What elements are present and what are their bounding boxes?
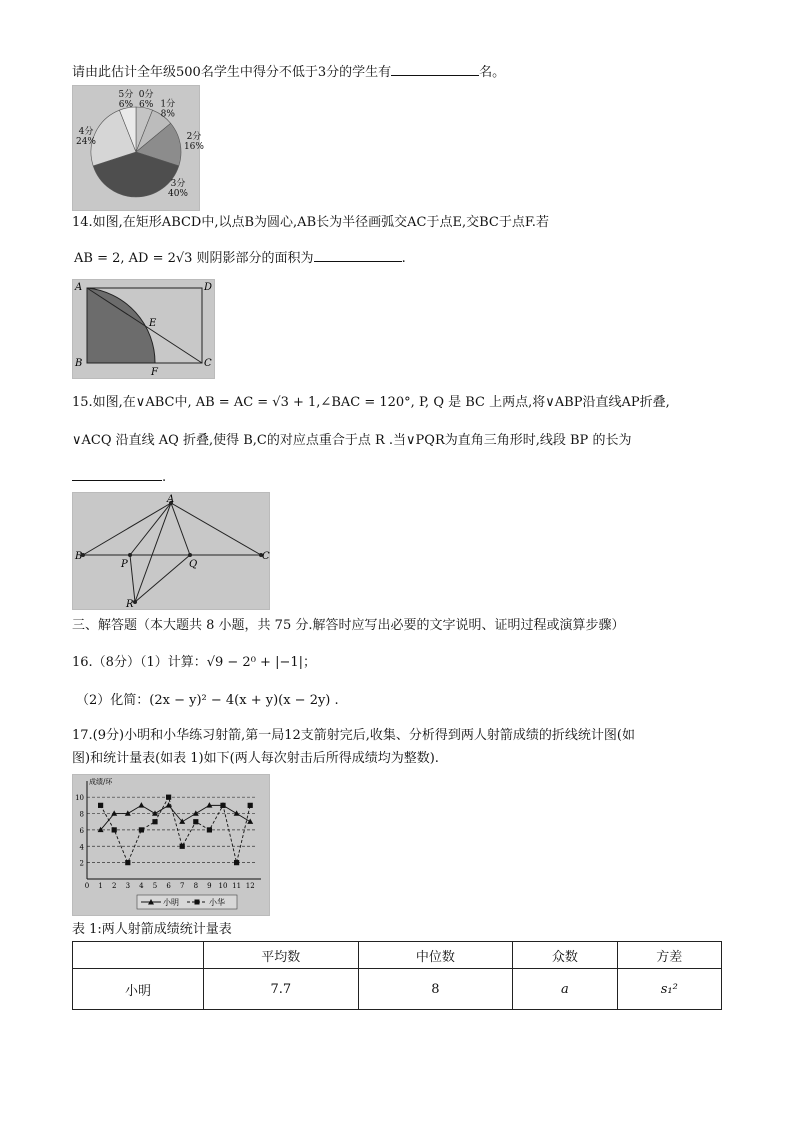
y-tick-label: 8 — [79, 810, 84, 819]
data-point-xiaoming — [193, 810, 199, 815]
header-cell — [73, 942, 204, 969]
y-tick-label: 4 — [79, 843, 84, 852]
legend-label-xiaoming: 小明 — [163, 898, 179, 907]
x-tick-label: 7 — [179, 882, 185, 890]
header-median: 中位数 — [358, 942, 513, 969]
triangle-figure — [72, 492, 270, 610]
q14-condition: AB = 2, AD = 2√3 则阴影部分的面积为 — [74, 251, 314, 266]
pie-chart — [73, 86, 204, 210]
mode-a: a — [561, 981, 569, 997]
legend-marker-xiaohua — [195, 900, 200, 905]
row-median: 8 — [358, 969, 513, 1010]
header-mode: 众数 — [513, 942, 617, 969]
pie-label: 1分 — [160, 99, 176, 110]
answer-blank-q13[interactable] — [391, 63, 479, 76]
x-tick-label: 3 — [125, 882, 131, 890]
x-tick-label: 5 — [152, 882, 158, 890]
x-tick-label: 1 — [98, 882, 103, 890]
row-variance — [617, 969, 721, 1010]
pie-percent: 8% — [160, 109, 175, 120]
data-point-xiaohua — [234, 860, 239, 865]
row-mean: 7.7 — [204, 969, 359, 1010]
pie-label: 0分 — [138, 89, 154, 100]
table-header-row — [73, 942, 722, 969]
q15-line3 — [72, 468, 166, 487]
data-point-xiaoming — [138, 802, 144, 807]
pie-chart-figure — [72, 85, 204, 211]
label-d: D — [204, 282, 213, 293]
x-tick-label: 12 — [245, 882, 255, 890]
pie-percent: 6% — [118, 99, 134, 110]
data-point-xiaoming — [206, 802, 212, 807]
y-tick-label: 6 — [79, 826, 84, 835]
variance-s1: s₁² — [660, 981, 678, 997]
pie-label: 5分 — [118, 89, 134, 100]
label-f: F — [151, 367, 158, 378]
q13-prefix: 请由此估计全年级500名学生中得分不低于3分的学生有 — [72, 65, 392, 80]
table-caption: 表 1:两人射箭成绩统计量表 — [72, 922, 232, 937]
row-mode — [513, 969, 617, 1010]
label-r: R — [126, 599, 134, 610]
x-tick-label: 0 — [84, 882, 90, 890]
data-point-xiaohua — [112, 827, 117, 832]
data-point-xiaohua — [220, 803, 225, 808]
q15-line2: ∨ACQ 沿直线 AQ 折叠,使得 B,C的对应点重合于点 R .当∨PQR为直角三角形时,线段 BP 的长为 — [72, 433, 632, 448]
data-point-xiaoming — [234, 810, 240, 815]
label-a: A — [75, 282, 83, 293]
y-tick-label: 2 — [79, 859, 84, 868]
rectangle-diagram — [73, 280, 214, 378]
triangle-diagram — [73, 493, 269, 609]
label-b: B — [75, 358, 83, 369]
data-point-xiaohua — [139, 827, 144, 832]
x-tick-label: 10 — [218, 882, 228, 890]
q17-line1: 17.(9分)小明和小华练习射箭,第一局12支箭射完后,收集、分析得到两人射箭成绩的折线统计图(如 — [72, 728, 635, 743]
label-c: C — [204, 358, 212, 369]
pie-percent: 24% — [75, 137, 97, 147]
q16-line1: 16.（8分）（1）计算：√9 − 2⁰ + |−1|； — [72, 655, 316, 670]
data-point-xiaoming — [247, 819, 253, 824]
x-tick-label: 8 — [193, 882, 199, 890]
section-heading: 三、解答题（本大题共 8 小题，共 75 分.解答时应写出必要的文字说明、证明过程或演算步骤） — [72, 618, 625, 633]
pie-percent: 6% — [138, 99, 154, 110]
table-row — [73, 969, 722, 1010]
q14-end: . — [401, 251, 406, 266]
chart-legend — [137, 895, 237, 909]
q13-text — [72, 63, 505, 82]
pie-label: 3分 — [170, 179, 186, 189]
label-c: C — [262, 551, 270, 562]
data-point-xiaoming — [125, 810, 131, 815]
data-point-xiaohua — [152, 819, 157, 824]
q15-line1: 15.如图,在∨ABC中, AB = AC = √3 + 1,∠BAC = 120°, P, Q 是 BC 上两点,将∨ABP沿直线AP折叠, — [72, 395, 670, 410]
q15-end: . — [162, 470, 167, 485]
pie-percent: 16% — [183, 141, 204, 152]
label-q: Q — [189, 559, 198, 570]
pie-percent: 40% — [167, 189, 189, 199]
data-point-xiaohua — [248, 803, 253, 808]
answer-blank-q15[interactable] — [72, 468, 162, 481]
rectangle-figure — [72, 279, 215, 379]
q14-line2 — [74, 249, 406, 268]
q13-suffix: 名。 — [479, 65, 506, 80]
data-point-xiaohua — [193, 819, 198, 824]
header-variance: 方差 — [617, 942, 721, 969]
line-chart — [73, 775, 269, 915]
q14-line1: 14.如图,在矩形ABCD中,以点B为圆心,AB长为半径画弧交AC于点E,交BC于点F.若 — [72, 215, 549, 230]
data-point-xiaohua — [98, 803, 103, 808]
answer-blank-q14[interactable] — [314, 249, 402, 262]
y-axis-label: 成绩/环 — [89, 778, 113, 786]
pie-label: 4分 — [78, 127, 94, 137]
x-tick-label: 11 — [232, 882, 242, 890]
row-name: 小明 — [73, 969, 204, 1010]
x-tick-label: 6 — [166, 882, 171, 890]
label-e: E — [149, 318, 157, 329]
label-p: P — [121, 559, 128, 570]
label-a: A — [167, 494, 175, 505]
x-tick-label: 9 — [207, 882, 212, 890]
stats-table — [72, 941, 722, 1010]
data-point-xiaoming — [152, 810, 158, 815]
q17-line2: 图)和统计量表(如表 1)如下(两人每次射击后所得成绩均为整数). — [72, 751, 439, 766]
data-point-xiaohua — [166, 795, 171, 800]
label-b: B — [75, 551, 83, 562]
legend-label-xiaohua: 小华 — [209, 898, 225, 907]
x-tick-label: 4 — [139, 882, 144, 890]
header-mean: 平均数 — [204, 942, 359, 969]
data-point-xiaoming — [111, 810, 117, 815]
line-chart-figure — [72, 774, 270, 916]
data-point-xiaohua — [207, 827, 212, 832]
pie-label: 2分 — [186, 131, 202, 142]
data-point-xiaohua — [180, 844, 185, 849]
q16-line2: （2）化简：(2x − y)² − 4(x + y)(x − 2y) . — [76, 693, 339, 708]
y-tick-label: 10 — [75, 794, 84, 803]
data-point-xiaohua — [125, 860, 130, 865]
x-tick-label: 2 — [111, 882, 117, 890]
